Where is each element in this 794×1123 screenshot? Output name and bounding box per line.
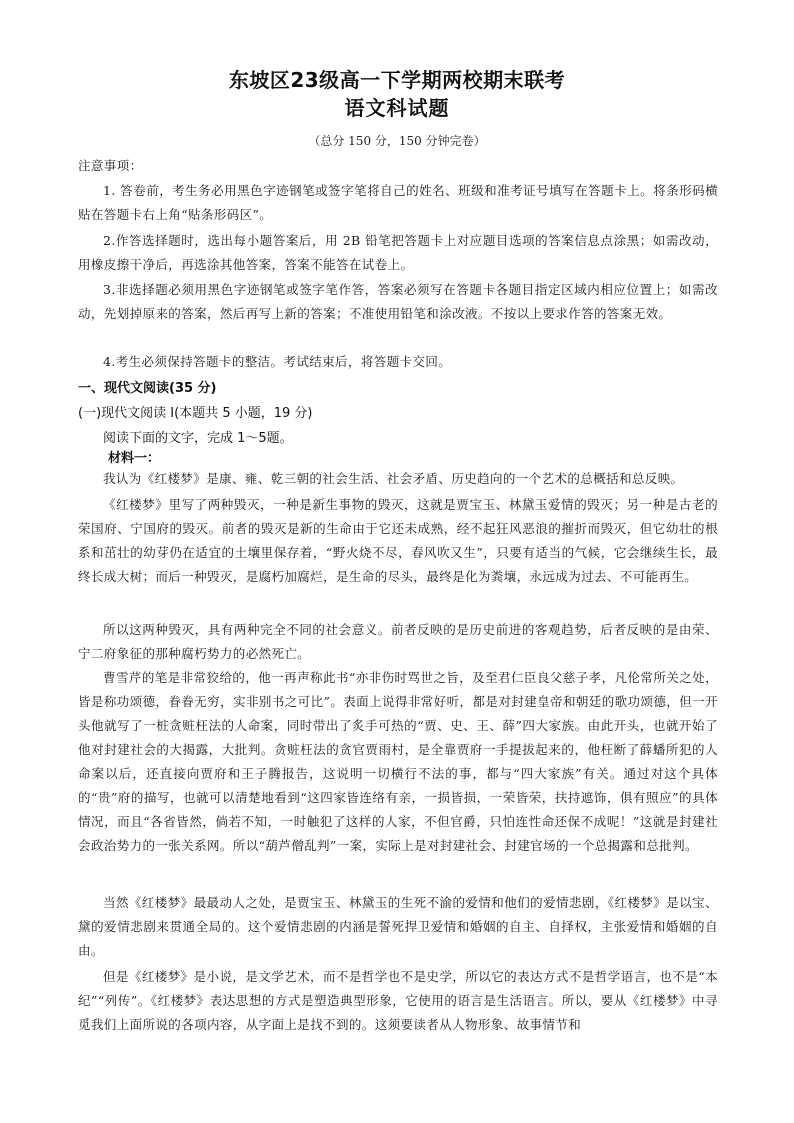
paragraph-4: 曹雪芹的笔是非常狡给的，他一再声称此书“亦非伤时骂世之旨，及至君仁臣良父慈子孝，凡伦常所关之处，皆是称功颂德，眷眷无穷，实非别书之可比”。表面上说得非常好听，都是对封建皇帝和朝廷的歌功颂德，但一开头他就写了一桩贪赃枉法的人命案，同时带出了炙手可热的“贾、史、王、薛”四大家族。由此开头，也就开始了他对封建社会的大揭露，大批判。贪赃枉法的贪官贾雨村，是全靠贾府一手提拔起来的，他枉断了薛蟠所犯的人命案以后，还直接向贾府和王子腾报告，这说明一切横行不法的事，都与“四大家族”有关。通过对这个具体的“贵”府的描写，也就可以清楚地看到“这四家皆连络有亲，一损皆损，一荣皆荣，扶持遮饰，俱有照应”的具体情况，而且“各省皆然，倘若不知，一时触犯了这样的人家，不但官爵，只怕连性命还保不成呢！”这就是封建社会政治势力的一张关系网。所以“葫芦僧乱判”一案，实际上是对封建社会、封建官场的一个总揭露和总批判。 bbox=[78, 670, 718, 853]
notice-item-2: 2.作答选择题时，选出每小题答案后，用 2B 铅笔把答题卡上对应题目选项的答案信息点涂黑；如需改动，用橡皮擦干净后，再选涂其他答案，答案不能答在试卷上。 bbox=[78, 233, 718, 272]
subsection-heading: (一)现代文阅读 I(本题共 5 小题，19 分) bbox=[78, 406, 313, 421]
notice-item-3: 3.非选择题必须用黑色字迹钢笔或签字笔作答，答案必须写在答题卡各题目指定区域内相应位置上；如需改动，先划掉原来的答案，然后再写上新的答案；不准使用铅笔和涂改液。不按以上要求作答的答案无效。 bbox=[78, 282, 718, 321]
paragraph-5: 当然《红楼梦》最最动人之处，是贾宝玉、林黛玉的生死不渝的爱情和他们的爱情悲剧，《红楼梦》是以宝、黛的爱情悲剧来贯通全局的。这个爱情悲剧的内涵是誓死捍卫爱情和婚姻的自主、自择权，主张爱情和婚姻的自由。 bbox=[78, 895, 718, 958]
exam-subtitle: 语文科试题 bbox=[344, 96, 450, 120]
notice-item-4: 4.考生必须保持答题卡的整洁。考试结束后，将答题卡交回。 bbox=[103, 354, 452, 369]
paragraph-3: 所以这两种毁灭，具有两种完全不同的社会意义。前者反映的是历史前进的客观趋势，后者反映的是由荣、宁二府象征的那种腐朽势力的必然死亡。 bbox=[78, 622, 718, 661]
notice-item-1: 1. 答卷前，考生务必用黑色字迹钢笔或签字笔将自己的姓名、班级和准考证号填写在答题卡上。将条形码横贴在答题卡右上角“贴条形码区”。 bbox=[78, 183, 718, 222]
paragraph-1: 我认为《红楼梦》是康、雍、乾三朝的社会生活、社会矛盾、历史趋向的一个艺术的总概括和总反映。 bbox=[103, 471, 684, 486]
paragraph-2: 《红楼梦》里写了两种毁灭，一种是新生事物的毁灭，这就是贾宝玉、林黛玉爱情的毁灭；另一种是古老的荣国府、宁国府的毁灭。前者的毁灭是新的生命由于它还未成熟，经不起狂风恶浪的摧折而毁灭，但它幼壮的根系和茁壮的幼芽仍在适宜的土壤里保存着，“野火烧不尽，春风吹又生”，只要有适当的气候，它会继续生长，最终长成大树；而后一种毁灭，是腐朽加腐烂，是生命的尽头，最终是化为粪壤，永远成为过去、不可能再生。 bbox=[78, 497, 718, 584]
section-heading: 一、现代文阅读(35 分) bbox=[78, 381, 217, 396]
paragraph-6: 但是《红楼梦》是小说，是文学艺术，而不是哲学也不是史学，所以它的表达方式不是哲学语言，也不是“本纪”“列传”。《红楼梦》表达思想的方式是塑造典型形象，它使用的语言是生活语言。所以，要从《红楼梦》中寻觅我们上面所说的各项内容，从字面上是找不到的。这须要读者从人物形象、故事情节和 bbox=[78, 969, 718, 1032]
exam-title: 东坡区23级高一下学期两校期末联考 bbox=[228, 68, 566, 92]
reading-prompt: 阅读下面的文字，完成 1～5题。 bbox=[103, 431, 293, 446]
material-label: 材料一： bbox=[108, 451, 161, 466]
exam-info: （总分 150 分，150 分钟完卷） bbox=[308, 134, 486, 148]
notice-heading: 注意事项： bbox=[78, 158, 143, 173]
